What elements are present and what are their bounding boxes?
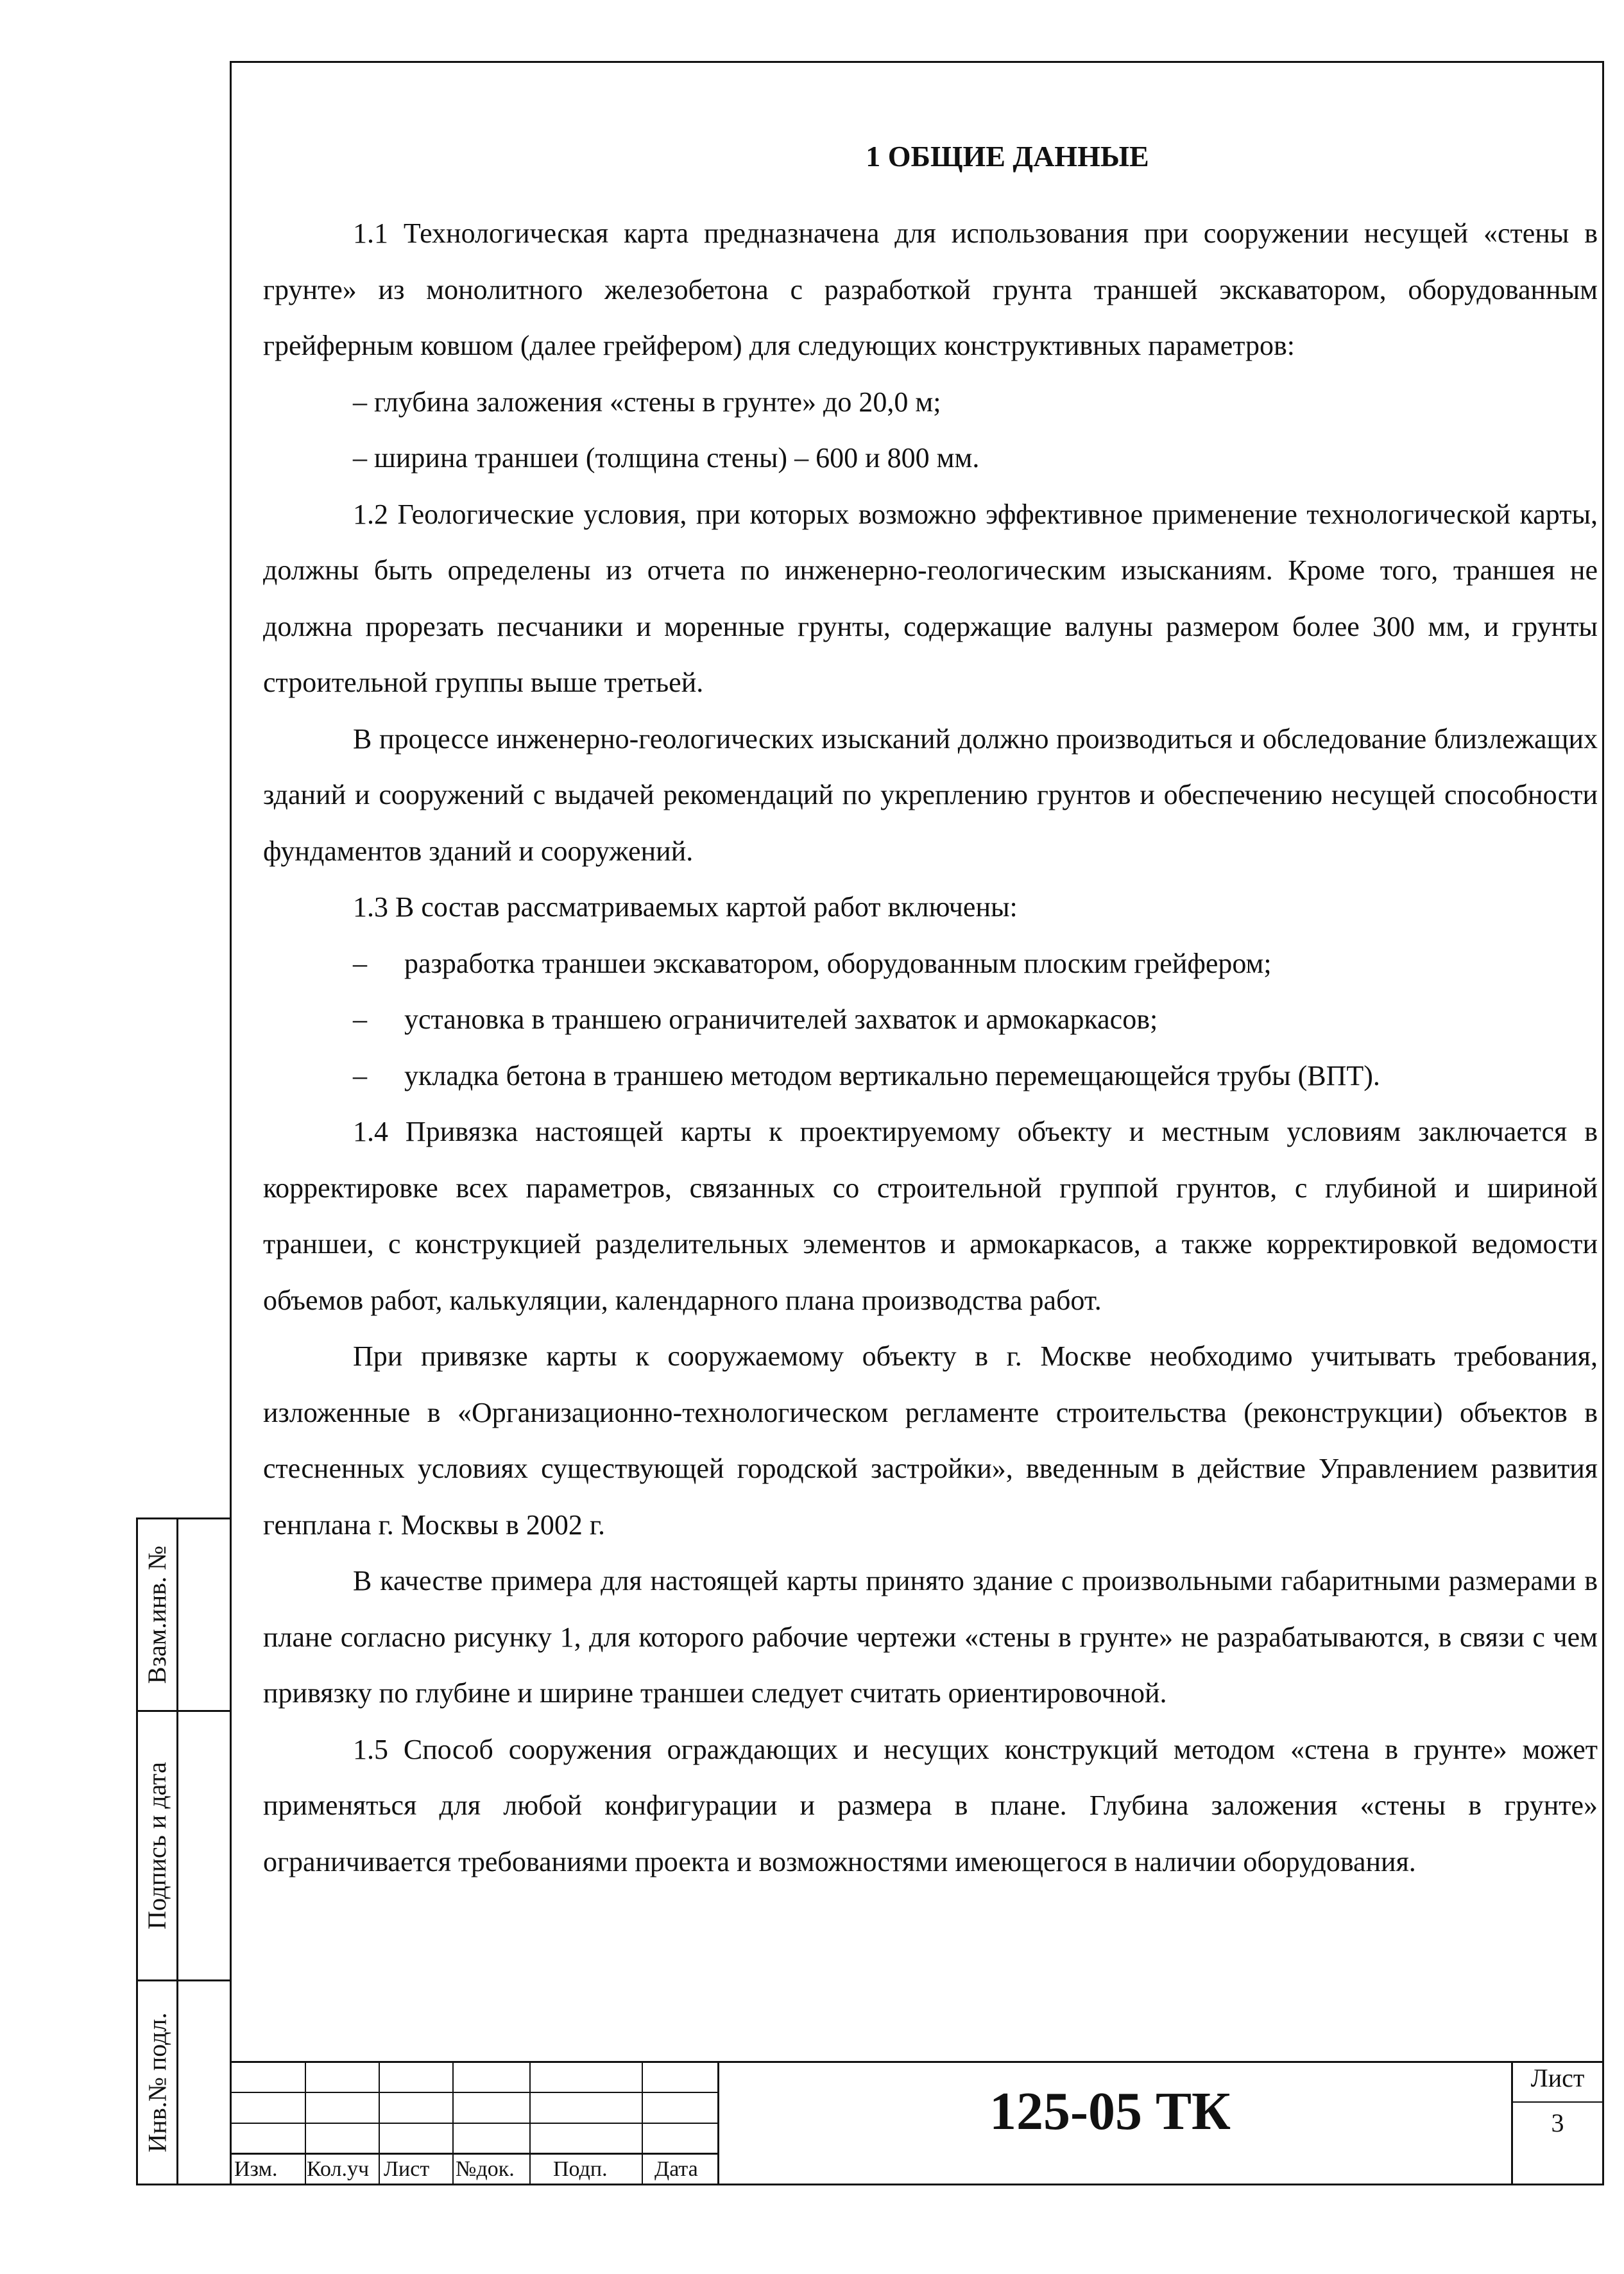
list-item-text: разработка траншеи экскаватором, оборудованным плоским грейфером; [404, 947, 1272, 979]
section-title: 1 ОБЩИЕ ДАННЫЕ [866, 140, 1149, 173]
sheet-label: Лист [1530, 2064, 1585, 2092]
document-body [263, 128, 1598, 1890]
paragraph: 1.5 Способ сооружения ограждающих и несущих конструкций методом «стена в грунте» может применяться для любой конфигурации и размера в плане. Глубина заложения «стены в грунте» ограничивается требованиями проекта и возможностями имеющегося в наличии оборудования. [263, 1733, 1598, 1877]
frame-right [1602, 61, 1604, 2185]
col-header-ndok: №док. [456, 2157, 515, 2181]
title-block-sheet-row [1511, 2101, 1604, 2103]
title-block-col-4 [529, 2061, 531, 2184]
signature-date-cell [138, 1712, 176, 1979]
inv-original-cell [138, 1981, 176, 2184]
paragraph: При привязке карты к сооружаемому объекту в г. Москве необходимо учитывать требования, изложенные в «Организационно-технологическом регламенте строительства (реконструкции) объектов в стесненных условиях существующей городской застройки», введенным в действие Управлением развития генплана г. Москвы в 2002 г. [263, 1340, 1598, 1541]
paragraph: 1.1 Технологическая карта предназначена для использования при сооружении несущей «стены в грунте» из монолитного железобетона с разработкой грунта траншей экскаватором, оборудованным грейферным ковшом (далее грейфером) для следующих конструктивных параметров: [263, 218, 1598, 361]
frame-left [230, 61, 232, 2185]
paragraph: 1.2 Геологические условия, при которых возможно эффективное применение технологической карты, должны быть определены из отчета по инженерно-геологическим изысканиям. Кроме того, траншея не должна прорезать песчаники и моренные грунты, содержащие валуны размером более 300 мм, и грунты строительной группы выше третьей. [263, 498, 1598, 698]
signature-date-label: Подпись и дата [142, 1761, 172, 1930]
list-item-text: укладка бетона в траншею методом вертикально перемещающейся трубы (ВПТ). [404, 1059, 1380, 1091]
paragraph [263, 1048, 1598, 1104]
list-dash: – [353, 1004, 367, 1035]
paragraph: 1.4 Привязка настоящей карты к проектируемому объекту и местным условиям заключается в корректировке всех параметров, связанных со строительной группой грунтов, с глубиной и шириной траншеи, с конструкцией разделительных элементов и армокаркасов, а также корректировкой ведомости объемов работ, калькуляции, календарного плана производства работ. [263, 1116, 1598, 1316]
paragraph [263, 991, 1598, 1048]
title-block-sheet-col [1511, 2061, 1513, 2184]
frame-top [231, 61, 1604, 63]
title-block-col-3 [452, 2061, 454, 2184]
col-header-kol-uch: Кол.уч [307, 2157, 370, 2181]
paragraph-list [263, 205, 1598, 1890]
inv-replace-label: Взам.инв. № [142, 1545, 172, 1684]
paragraph: – ширина траншеи (толщина стены) – 600 и 800 мм. [353, 442, 980, 474]
frame-bottom [136, 2184, 1604, 2185]
col-header-izm: Изм. [234, 2157, 278, 2181]
paragraph: 1.3 В состав рассматриваемых картой работ включены: [353, 891, 1018, 923]
title-block-col-2 [379, 2061, 380, 2184]
col-header-podp: Подп. [553, 2157, 608, 2181]
side-stamp-mid-line [176, 1517, 178, 2185]
sheet-number: 3 [1551, 2108, 1564, 2137]
paragraph: – глубина заложения «стены в грунте» до 20,0 м; [353, 386, 941, 418]
list-dash: – [353, 1059, 367, 1091]
title-block-row-2 [230, 2123, 717, 2124]
list-dash: – [353, 947, 367, 979]
col-header-data: Дата [654, 2157, 698, 2181]
title-block-col-5 [642, 2061, 643, 2184]
inv-replace-cell [138, 1519, 176, 1710]
paragraph: В процессе инженерно-геологических изысканий должно производиться и обследование близлежащих зданий и сооружений с выдачей рекомендаций по укреплению грунтов и обеспечению несущей способности фундаментов зданий и сооружений. [263, 722, 1598, 867]
document-code: 125-05 ТК [989, 2081, 1231, 2141]
title-block-col-1 [305, 2061, 306, 2184]
inv-original-label: Инв.№ подл. [142, 2012, 172, 2153]
list-item-text: установка в траншею ограничителей захваток и армокаркасов; [404, 1004, 1158, 1035]
paragraph [263, 936, 1598, 992]
title-block-row-1 [230, 2092, 717, 2093]
title-block-row-3 [230, 2153, 717, 2155]
col-header-list: Лист [384, 2157, 430, 2181]
paragraph: В качестве примера для настоящей карты принято здание с произвольными габаритными размерами в плане согласно рисунку 1, для которого рабочие чертежи «стены в грунте» не разрабатываются, в связи с чем привязку по глубине и ширине траншеи следует считать ориентировочной. [263, 1565, 1598, 1709]
